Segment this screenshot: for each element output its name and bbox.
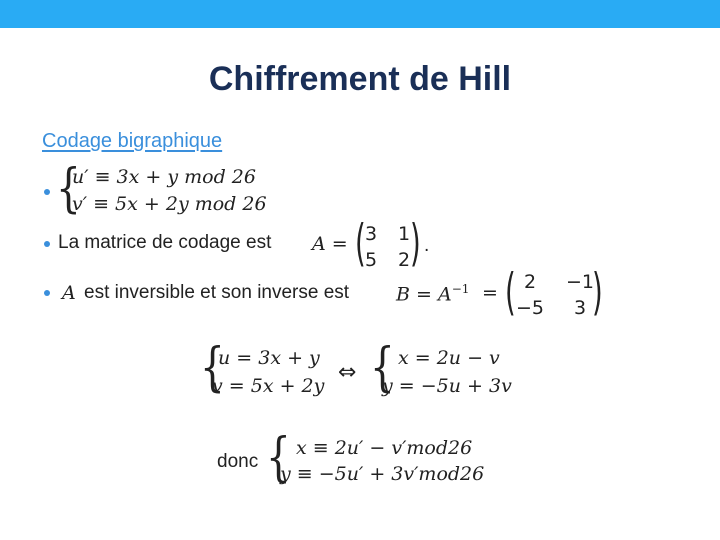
inverse-exponent: −1 <box>451 282 470 296</box>
inverse-cell: 3 <box>574 297 587 319</box>
inverse-equals: = <box>482 282 498 304</box>
slide-subtitle: Codage bigraphique <box>42 130 223 152</box>
matrix-right-paren: ) <box>410 214 421 272</box>
system-left-line-1: u = 3x + y <box>218 347 320 369</box>
inverse-cell: −1 <box>566 271 595 293</box>
bullet-marker <box>44 189 50 195</box>
inverse-intro-text: est inversible et son inverse est <box>84 282 350 303</box>
left-brace: { <box>200 338 225 398</box>
matrix-cell: 1 <box>398 223 411 245</box>
top-accent-bar <box>0 0 720 28</box>
congruence-line-1: u′ ≡ 3x + y mod 26 <box>72 166 256 188</box>
bullet-marker <box>44 290 50 296</box>
conclusion-line-1: x ≡ 2u′ − v′mod26 <box>296 437 473 459</box>
conclusion-label: donc <box>217 451 259 472</box>
matrix-cell: 2 <box>398 249 411 271</box>
left-brace: { <box>370 338 395 398</box>
left-brace: { <box>266 428 291 488</box>
system-right-line-2: y = −5u + 3v <box>382 375 512 397</box>
slide-title: Chiffrement de Hill <box>208 60 512 98</box>
left-brace: { <box>56 159 81 219</box>
matrix-intro-text: La matrice de codage est <box>58 232 272 253</box>
inverse-left-paren: ( <box>505 263 516 321</box>
matrix-cell: 3 <box>365 223 378 245</box>
inverse-cell: −5 <box>516 297 545 319</box>
conclusion-line-2: y ≡ −5u′ + 3v′mod26 <box>280 463 485 485</box>
congruence-line-2: v′ ≡ 5x + 2y mod 26 <box>72 193 267 215</box>
inverse-var: A <box>62 282 76 304</box>
bullet-marker <box>44 241 50 247</box>
matrix-left-paren: ( <box>355 214 366 272</box>
inverse-cell: 2 <box>524 271 537 293</box>
matrix-lhs: A = <box>312 233 348 255</box>
inverse-lhs-text: B = A <box>396 283 452 306</box>
matrix-period: . <box>424 235 430 256</box>
system-right-line-1: x = 2u − v <box>398 347 500 369</box>
inverse-lhs <box>396 282 469 305</box>
matrix-cell: 5 <box>365 249 378 271</box>
system-left-line-2: v = 5x + 2y <box>212 375 325 397</box>
equivalence-arrow: ⇔ <box>338 360 357 385</box>
inverse-right-paren: ) <box>592 263 603 321</box>
